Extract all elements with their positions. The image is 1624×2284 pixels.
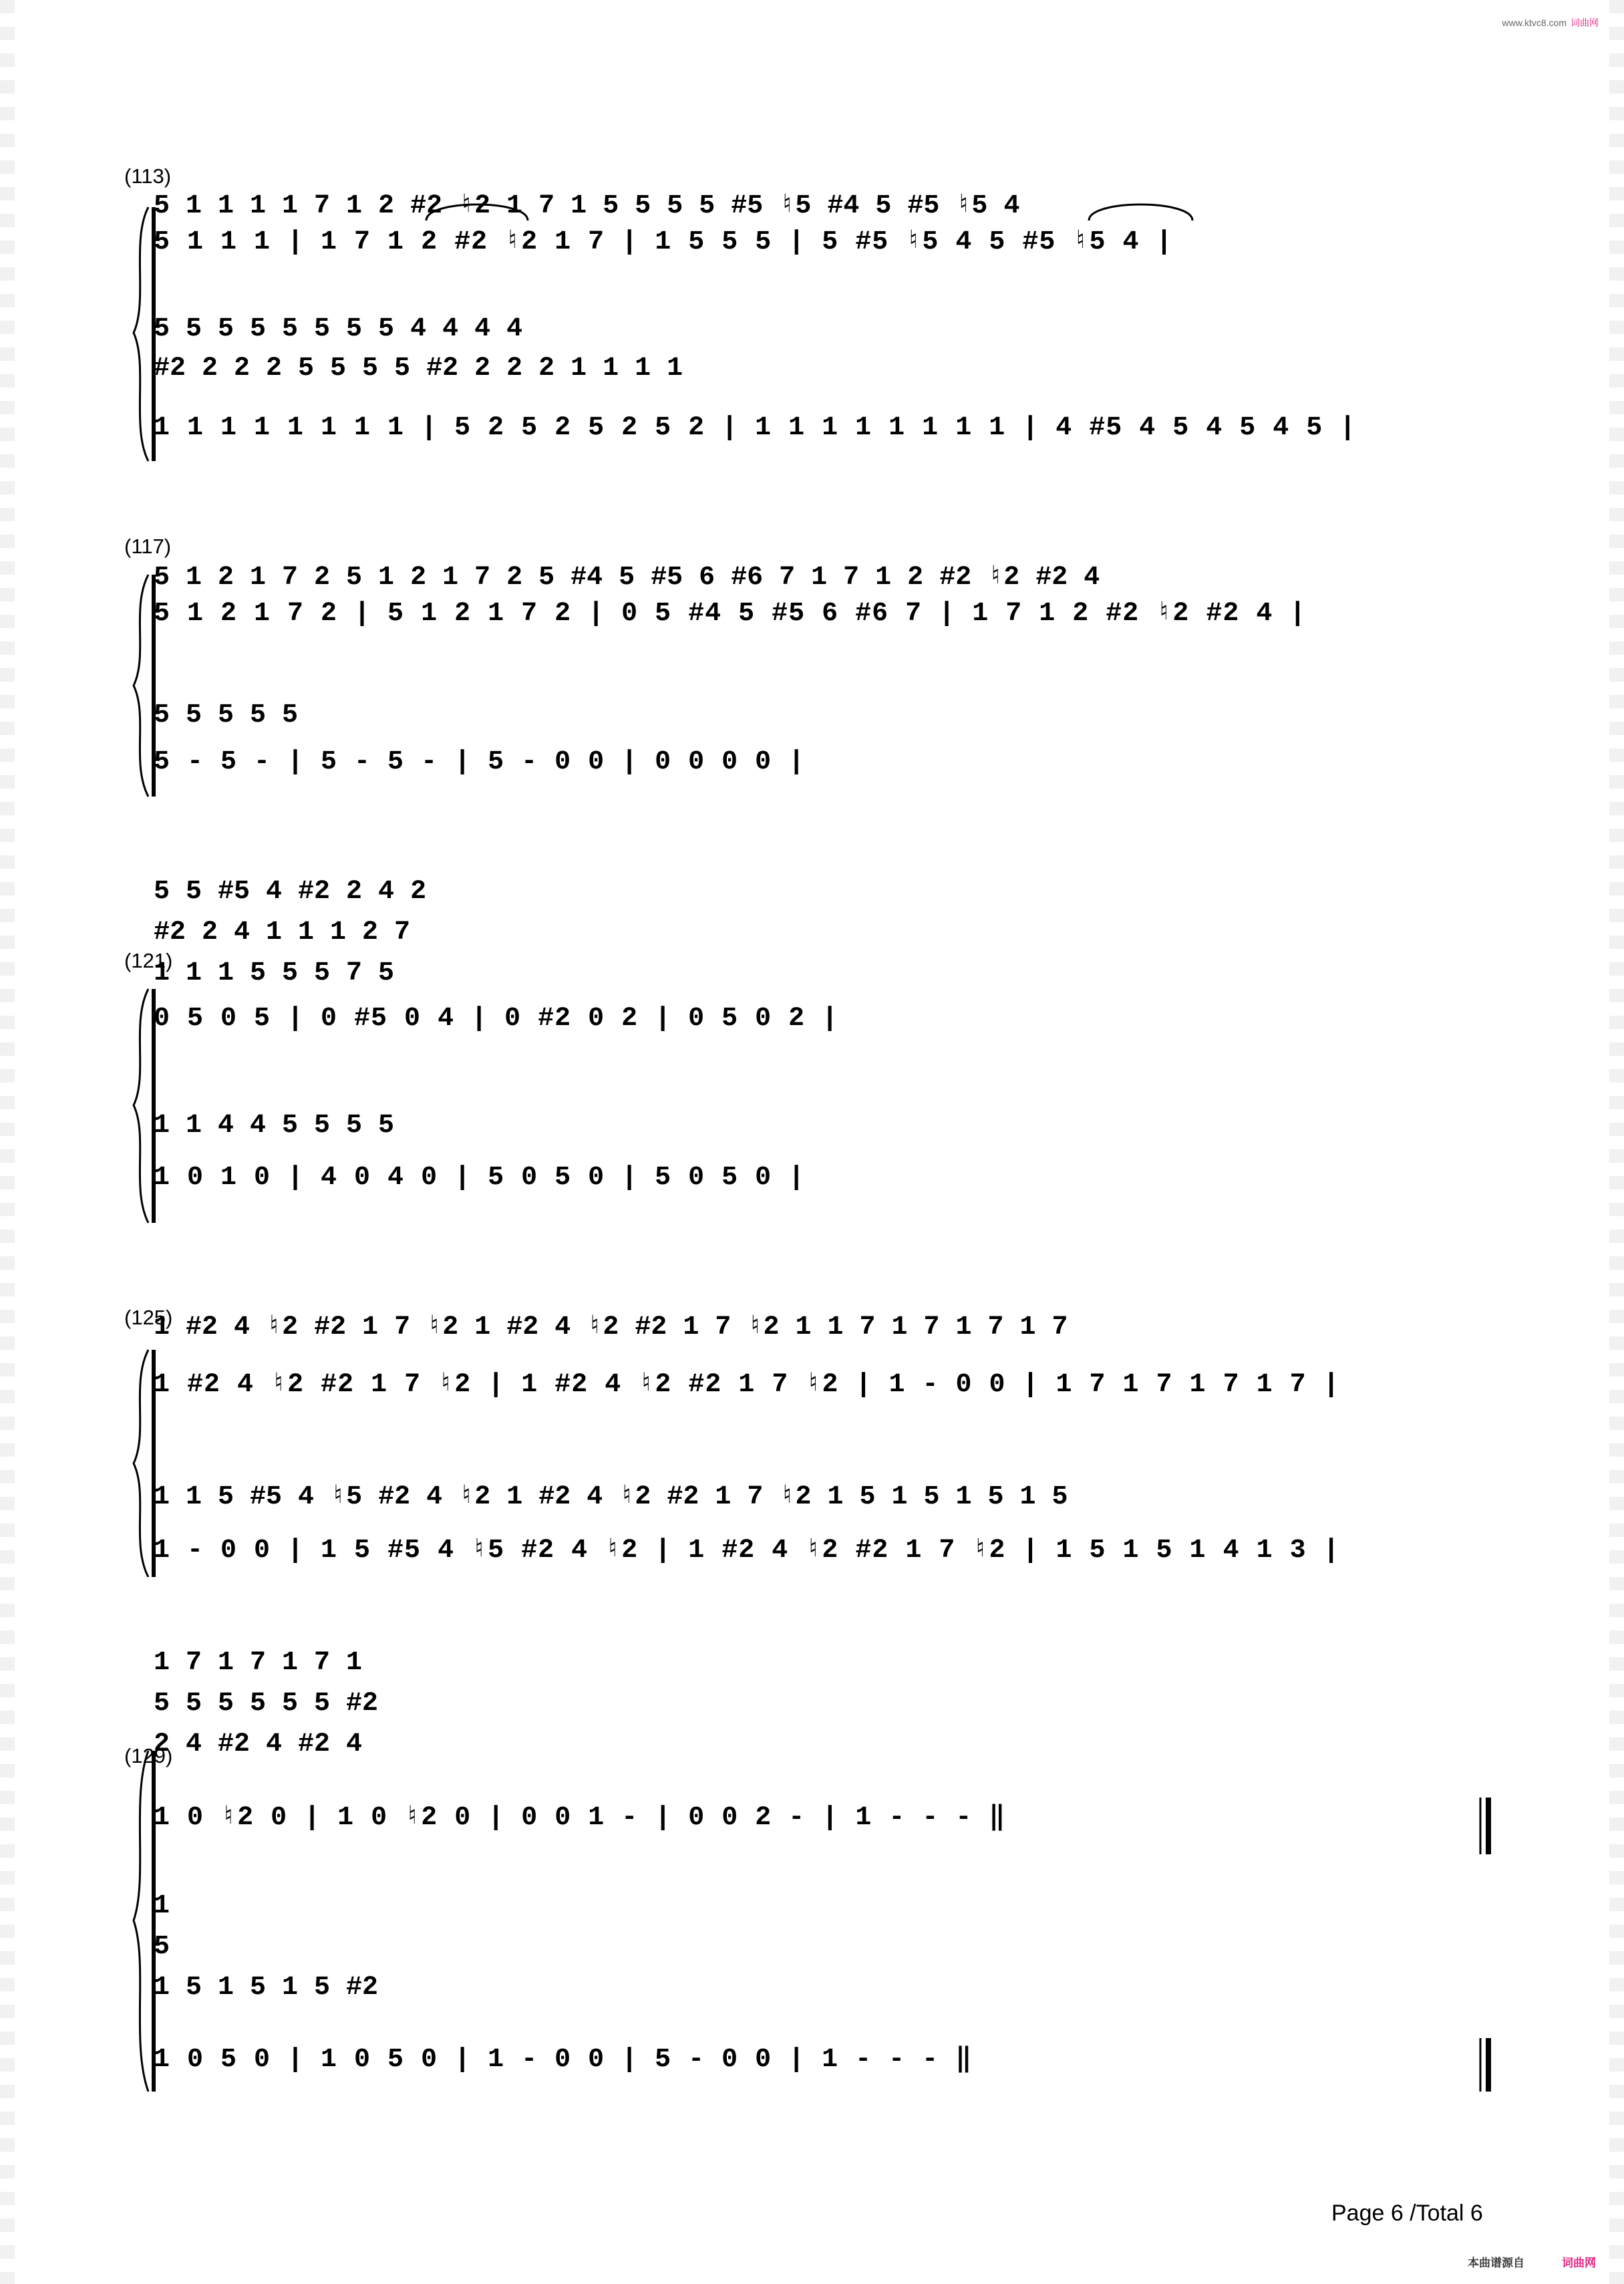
lower-staff-upper-notes: [154, 1479, 1490, 1512]
site-url[interactable]: www.ktvc8.com: [1502, 17, 1567, 28]
chord-line: 1: [154, 1891, 170, 1921]
chord-line: 5 5 5 5 5 5 5 5 4 4 4 4: [154, 314, 523, 344]
lower-staff: 1 1 1 1 1 1 1 1 | 5 2 5 2 5 2 5 2 | 1 1 1 1 1 1 1 1 | 4 #5 4 5 4 5 4 5 |: [154, 413, 1357, 443]
lower-staff: 1 0 1 0 | 4 0 4 0 | 5 0 5 0 | 5 0 5 0 |: [154, 1163, 806, 1193]
measure-number: (113): [124, 164, 172, 188]
upper-staff: 1 #2 4 ♮2 #2 1 7 ♮2 | 1 #2 4 ♮2 #2 1 7 ♮2 | 1 - 0 0 | 1 7 1 7 1 7 1 7 |: [154, 1370, 1340, 1400]
lower-staff: 1 - 0 0 | 1 5 #5 4 ♮5 #2 4 ♮2 | 1 #2 4 ♮2 #2 1 7 ♮2 | 1 5 1 5 1 4 1 3 |: [154, 1536, 1340, 1566]
chord-line: 1 #2 4 ♮2 #2 1 7 ♮2 1 #2 4 ♮2 #2 1 7 ♮2 1 1 7 1 7 1 7 1 7: [154, 1312, 1068, 1342]
measure-number: (121): [124, 949, 173, 972]
chord-line: 5 5 5 5 5: [154, 700, 299, 730]
chord-line: 5 5 5 5 5 5 #2: [154, 1689, 379, 1719]
upper-staff: 0 5 0 5 | 0 #5 0 4 | 0 #2 0 2 | 0 5 0 2 |: [154, 1004, 839, 1034]
page-number: Page 6 /Total 6: [1331, 2200, 1483, 2226]
source-credit: 本曲谱源自: [1468, 2257, 1524, 2269]
upper-staff: 1 0 ♮2 0 | 1 0 ♮2 0 | 0 0 1 - | 0 0 2 - | 1 - - - ‖: [154, 1803, 1006, 1833]
upper-staff-upper-notes: [154, 1310, 1490, 1342]
chord-line: 5 1 2 1 7 2 5 1 2 1 7 2 5 #4 5 #5 6 #6 7 1 7 1 2 #2 ♮2 #2 4: [154, 563, 1100, 593]
measure-number: (129): [124, 1744, 173, 1767]
upper-staff-upper-notes: [154, 1648, 1490, 1759]
lower-staff-upper-notes: [154, 314, 1490, 384]
site-brand: 词曲网: [1571, 17, 1599, 28]
chord-line: 5: [154, 1932, 170, 1962]
site-header: [1502, 16, 1599, 29]
chord-line: #2 2 2 2 5 5 5 5 #2 2 2 2 1 1 1 1: [154, 353, 683, 384]
upper-staff-upper-notes: [154, 560, 1490, 593]
source-credit-brand: 词曲网: [1562, 2257, 1596, 2269]
measure-number: (125): [124, 1306, 173, 1329]
chord-line: 1 7 1 7 1 7 1: [154, 1648, 363, 1678]
upper-staff: 5 1 2 1 7 2 | 5 1 2 1 7 2 | 0 5 #4 5 #5 6 #6 7 | 1 7 1 2 #2 ♮2 #2 4 |: [154, 599, 1307, 629]
lower-staff: 1 0 5 0 | 1 0 5 0 | 1 - 0 0 | 5 - 0 0 | 1 - - - ‖: [154, 2045, 973, 2075]
score-system-129: [0, 1644, 1624, 2098]
chord-line: #2 2 4 1 1 1 2 7: [154, 917, 411, 948]
chord-line: 1 1 1 5 5 5 7 5: [154, 958, 395, 988]
chord-line: 2 4 #2 4 #2 4: [154, 1729, 363, 1759]
score-system-125: [0, 1290, 1624, 1577]
chord-line: 1 1 4 4 5 5 5 5: [154, 1111, 395, 1141]
lower-staff: 5 - 5 - | 5 - 5 - | 5 - 0 0 | 0 0 0 0 |: [154, 747, 806, 777]
chord-line: 1 1 5 #5 4 ♮5 #2 4 ♮2 1 #2 4 ♮2 #2 1 7 ♮2 1 5 1 5 1 5 1 5: [154, 1482, 1068, 1512]
score-system-117: [0, 535, 1624, 809]
measure-number: (117): [124, 535, 172, 558]
chord-line: 1 5 1 5 1 5 #2: [154, 1973, 379, 2003]
lower-staff-upper-notes: [154, 1891, 1490, 2003]
chord-line: 5 5 #5 4 #2 2 4 2: [154, 877, 427, 907]
upper-staff-upper-notes: [154, 877, 1490, 988]
score-system-113: [0, 154, 1624, 468]
lower-staff-upper-notes: [154, 700, 1490, 730]
chord-line: 5 1 1 1 1 7 1 2 #2 ♮2 1 7 1 5 5 5 5 #5 ♮5 #4 5 #5 ♮5 4: [154, 191, 1020, 221]
lower-staff-upper-notes: [154, 1111, 1490, 1141]
score-system-121: [0, 862, 1624, 1236]
upper-staff: 5 1 1 1 | 1 7 1 2 #2 ♮2 1 7 | 1 5 5 5 | 5 #5 ♮5 4 5 #5 ♮5 4 |: [154, 227, 1173, 257]
upper-staff-upper-notes: [154, 188, 1490, 221]
